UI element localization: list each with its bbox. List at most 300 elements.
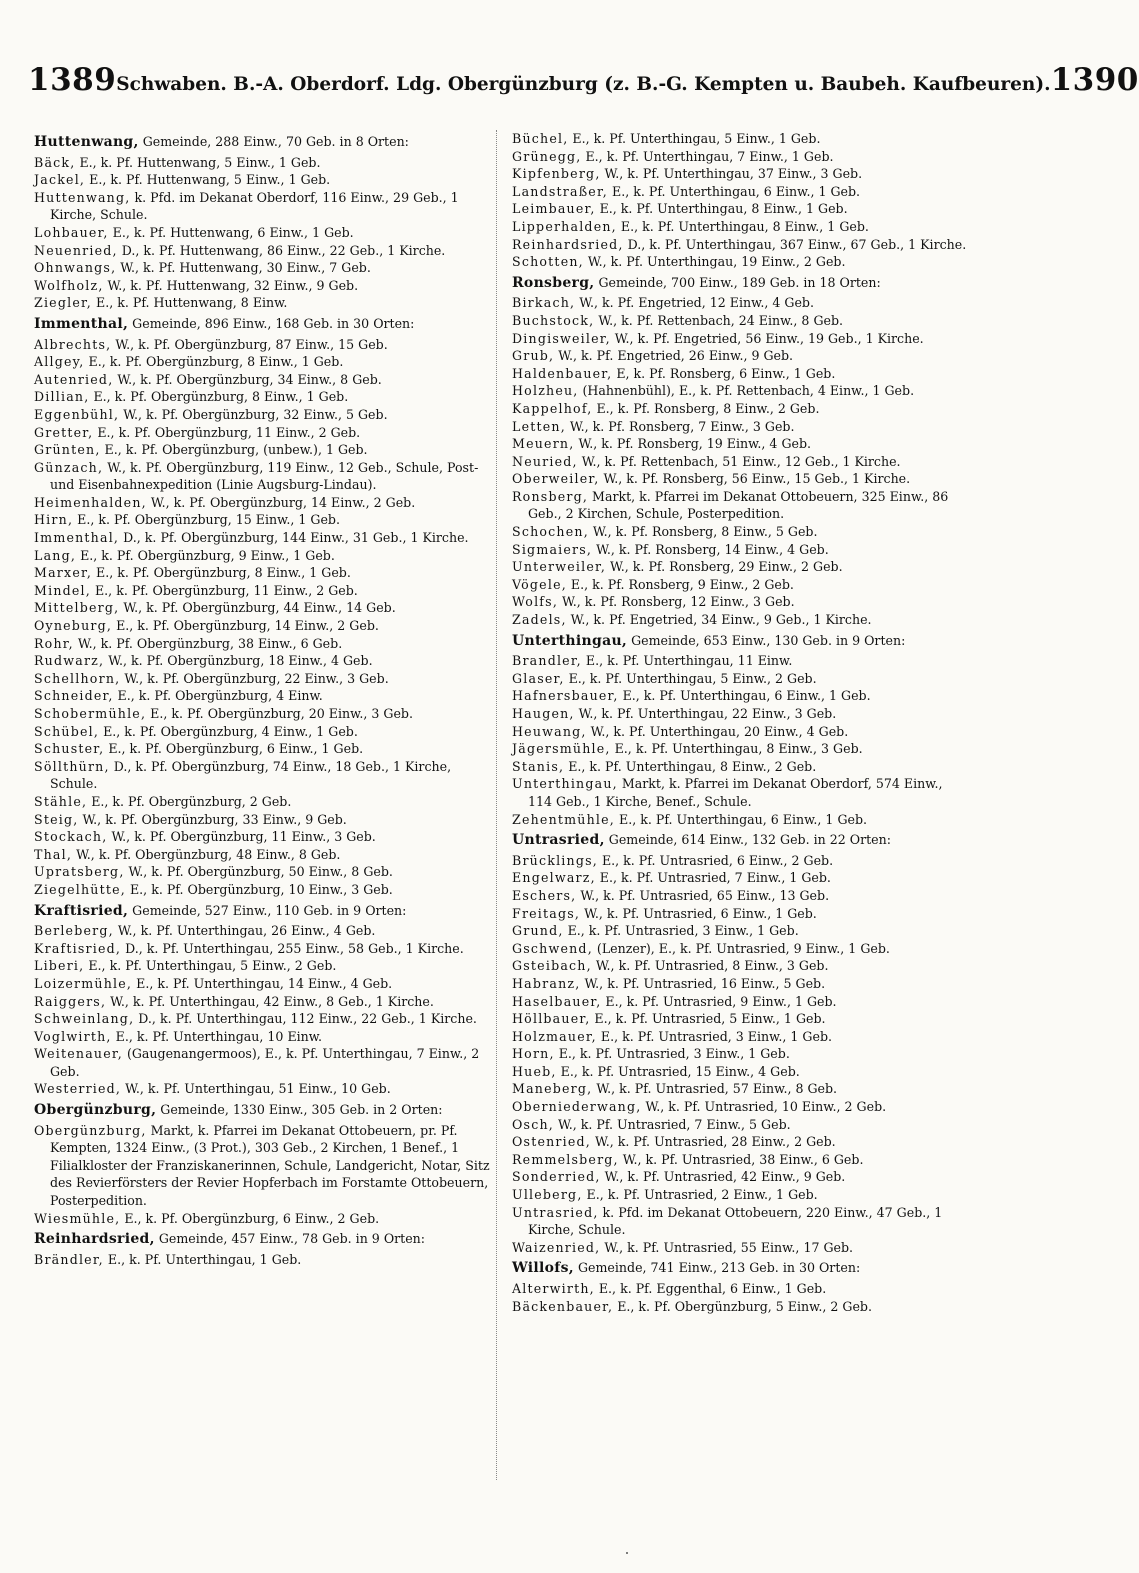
place-name: Unterthingau, (512, 776, 618, 792)
place-description: E., k. Pf. Untrasried, 7 Einw., 1 Geb. (595, 870, 831, 886)
place-description: E., k. Pf. Huttenwang, 5 Einw., 1 Geb. (75, 154, 321, 170)
place-entry (34, 242, 492, 260)
place-entry (34, 336, 492, 354)
place-entry (34, 617, 492, 635)
place-description: E., k. Pf. Obergünzburg, 14 Einw., 2 Geb. (112, 618, 379, 634)
place-name: Ohnwangs, (34, 260, 117, 276)
place-entry (512, 1133, 970, 1151)
place-entry (34, 599, 492, 617)
place-entry (34, 957, 492, 975)
place-description: E., k. Pf. Obergünzburg, 8 Einw., 1 Geb. (92, 565, 351, 581)
place-entry (512, 1280, 970, 1298)
place-entry (34, 564, 492, 582)
place-entry (512, 418, 970, 436)
place-entry (512, 347, 970, 365)
place-name: Ronsberg, (512, 274, 595, 291)
place-name: Haldenbauer, (512, 365, 613, 381)
place-entry (512, 1168, 970, 1186)
place-name: Engelwarz, (512, 870, 596, 886)
place-entry (34, 793, 492, 811)
place-name: Leimbauer, (512, 201, 596, 217)
place-description: E., k. Pf. Unterthingau, 10 Einw. (111, 1028, 323, 1044)
place-description: E., k. Pf. Ronsberg, 8 Einw., 2 Geb. (592, 400, 820, 416)
place-name: Schuster, (34, 741, 105, 757)
place-description: D., k. Pf. Unterthingau, 255 Einw., 58 Geb., 1 Kirche. (121, 940, 464, 956)
place-name: Unterweiler, (512, 559, 607, 575)
gemeinde-heading (34, 133, 492, 152)
place-name: Stanis, (512, 758, 565, 774)
place-description: E., k. Pf. Unterthingau, 8 Einw., 1 Geb. (616, 218, 869, 234)
place-name: Stähle, (34, 793, 88, 809)
place-name: Albrechts, (34, 336, 112, 352)
place-description: W., k. Pf. Ronsberg, 56 Einw., 15 Geb., 1 Kirche. (599, 471, 911, 487)
place-name: Grünegg, (512, 148, 582, 164)
place-name: Glaser, (512, 670, 565, 686)
place-entry (512, 1298, 970, 1316)
place-name: Autenried, (34, 371, 114, 387)
place-name: Raiggers, (34, 993, 107, 1009)
place-description: E., k. Pf. Obergünzburg, 11 Einw., 2 Geb. (93, 424, 361, 440)
place-name: Oyneburg, (34, 618, 113, 634)
place-description: E., k. Pf. Obergünzburg, 15 Einw., 1 Geb. (73, 512, 340, 528)
place-entry (512, 576, 970, 594)
place-name: Meuern, (512, 436, 575, 452)
place-entry (512, 758, 970, 776)
place-entry (34, 547, 492, 565)
place-name: Kraftisried, (34, 902, 129, 919)
place-entry (512, 453, 970, 471)
place-description: E., k. Pf. Obergünzburg, 20 Einw., 3 Geb. (146, 706, 413, 721)
place-name: Dillian, (34, 389, 90, 405)
place-entry (512, 775, 970, 810)
place-name: Schübel, (34, 723, 100, 739)
left-column (34, 130, 492, 1268)
place-name: Neuenried, (34, 242, 118, 258)
place-name: Immenthal, (34, 530, 120, 546)
place-entry (512, 957, 970, 975)
place-description: (Hahnenbühl), E., k. Pf. Rettenbach, 4 Einw., 1 Geb. (578, 383, 915, 399)
place-entry (512, 975, 970, 993)
place-description: W., k. Pf. Obergünzburg, 22 Einw., 3 Geb. (120, 670, 389, 686)
place-name: Marxer, (34, 565, 93, 581)
place-name: Bäck, (34, 154, 76, 170)
place-description: E., k. Pf. Obergünzburg, 6 Einw., 2 Geb. (120, 1210, 380, 1226)
place-description: W., k. Pf. Untrasried, 55 Einw., 17 Geb. (600, 1239, 854, 1255)
place-name: Reinhardsried, (34, 1231, 155, 1248)
place-description: W., k. Pf. Ronsberg, 14 Einw., 4 Geb. (592, 541, 829, 557)
place-description: W., k. Pf. Untrasried, 7 Einw., 5 Geb. (553, 1116, 791, 1132)
place-description: W., k. Pf. Huttenwang, 32 Einw., 9 Geb. (103, 277, 359, 293)
place-name: Osch, (512, 1116, 554, 1132)
place-description: W., k. Pf. Unterthingau, 37 Einw., 3 Geb. (600, 166, 863, 182)
place-name: Grund, (512, 923, 564, 939)
place-name: Upratsberg, (34, 864, 125, 880)
place-entry (512, 852, 970, 870)
place-name: Eschers, (512, 887, 577, 903)
place-name: Mindel, (34, 582, 91, 598)
place-name: Rudwarz, (34, 653, 105, 669)
place-name: Eggenbühl, (34, 406, 120, 422)
place-entry (34, 705, 492, 723)
place-entry (34, 993, 492, 1011)
place-name: Horn, (512, 1046, 555, 1062)
place-entry (512, 488, 970, 523)
place-description: E., k. Pf. Huttenwang, 8 Einw. (92, 295, 288, 311)
place-name: Steig, (34, 811, 79, 827)
place-description: W., k. Pf. Huttenwang, 30 Einw., 7 Geb. (116, 260, 371, 276)
place-entry (512, 705, 970, 723)
place-description: (Gaugenangermoos), E., k. Pf. Unterthingau, 7 Einw., 2 Geb. (50, 1046, 480, 1079)
place-description: D., k. Pf. Obergünzburg, 74 Einw., 18 Geb., 1 Kirche, Schule. (50, 758, 452, 792)
place-name: Liberi, (34, 958, 85, 974)
place-description: E., k. Pf. Untrasried, 3 Einw., 1 Geb. (596, 1028, 833, 1044)
gemeinde-heading (34, 315, 492, 334)
place-name: Sigmaiers, (512, 541, 593, 557)
place-description: Gemeinde, 653 Einw., 130 Geb. in 9 Orten: (627, 632, 906, 648)
place-name: Brandler, (512, 653, 582, 669)
place-entry (512, 218, 970, 236)
place-entry (34, 652, 492, 670)
page-title: Schwaben. B.-A. Oberdorf. Ldg. Obergünzburg (z. B.-G. Kempten u. Baubeh. Kaufbeuren). (116, 74, 1051, 95)
place-name: Schweinlang, (34, 1011, 135, 1027)
place-entry (34, 740, 492, 758)
place-entry (34, 1028, 492, 1046)
place-description: W., k. Pf. Obergünzburg, 11 Einw., 3 Geb. (107, 829, 376, 845)
place-entry (34, 1122, 492, 1210)
place-description: W., k. Pf. Unterthingau, 22 Einw., 3 Geb. (574, 706, 837, 721)
place-description: E., k. Pf. Unterthingau, 6 Einw., 1 Geb. (615, 811, 868, 827)
place-description: E., k. Pf. Unterthingau, 8 Einw., 3 Geb. (610, 741, 863, 757)
place-entry (512, 165, 970, 183)
place-entry (512, 993, 970, 1011)
place-name: Freitags, (512, 905, 581, 921)
place-entry (512, 200, 970, 218)
place-description: Gemeinde, 741 Einw., 213 Geb. in 30 Orten: (573, 1260, 861, 1276)
place-description: D., k. Pf. Obergünzburg, 144 Einw., 31 Geb., 1 Kirche. (119, 530, 469, 546)
place-description: E., k. Pf. Ronsberg, 9 Einw., 2 Geb. (566, 576, 794, 592)
place-entry (512, 869, 970, 887)
place-name: Lipperhalden, (512, 218, 617, 234)
place-entry (34, 975, 492, 993)
place-entry (512, 1239, 970, 1257)
place-entry (512, 236, 970, 254)
place-name: Voglwirth, (34, 1028, 112, 1044)
page-number-left: 1389 (28, 62, 117, 98)
gemeinde-heading (512, 831, 970, 850)
place-name: Zehentmühle, (512, 811, 615, 827)
place-description: E., k. Pf. Unterthingau, 5 Einw., 2 Geb. (84, 958, 337, 974)
place-name: Hirn, (34, 512, 74, 528)
place-name: Thal, (34, 846, 73, 862)
place-entry (34, 1045, 492, 1080)
place-description: E., k. Pf. Huttenwang, 6 Einw., 1 Geb. (108, 224, 354, 240)
place-entry (34, 687, 492, 705)
place-entry (512, 400, 970, 418)
place-name: Ziegelhütte, (34, 881, 126, 897)
place-description: W., k. Pf. Obergünzburg, 44 Einw., 14 Geb. (119, 600, 396, 616)
place-description: Gemeinde, 1330 Einw., 305 Geb. in 2 Orten: (156, 1102, 443, 1118)
place-entry (512, 687, 970, 705)
place-name: Huttenwang, (34, 134, 139, 150)
place-description: E., k. Pf. Untrasried, 2 Einw., 1 Geb. (582, 1187, 818, 1203)
place-entry (34, 441, 492, 459)
place-description: Markt, k. Pfarrei im Dekanat Ottobeuern, 325 Einw., 86 Geb., 2 Kirchen, Schule, Posterpedition. (528, 488, 949, 522)
place-entry (34, 154, 492, 172)
place-description: W., k. Pf. Engetried, 56 Einw., 19 Geb., 1 Kirche. (610, 330, 924, 346)
place-entry (34, 371, 492, 389)
place-entry (34, 1010, 492, 1028)
place-description: Gemeinde, 614 Einw., 132 Geb. in 22 Orten: (604, 832, 891, 848)
place-entry (34, 388, 492, 406)
place-name: Wolfholz, (34, 277, 104, 293)
place-entry (512, 253, 970, 271)
place-name: Immenthal, (34, 315, 129, 332)
place-name: Jägersmühle, (512, 741, 611, 757)
place-description: E., k. Pf. Unterthingau, 6 Einw., 1 Geb. (608, 183, 861, 199)
place-name: Loizermühle, (34, 975, 133, 991)
place-entry (34, 529, 492, 547)
place-name: Alterwirth, (512, 1281, 595, 1296)
place-description: E., k. Pf. Obergünzburg, (unbew.), 1 Geb. (100, 442, 368, 458)
place-entry (512, 382, 970, 400)
place-entry (34, 353, 492, 371)
place-name: Obergünzburg, (34, 1102, 157, 1119)
place-entry (512, 905, 970, 923)
place-name: Hafnersbauer, (512, 688, 619, 704)
place-name: Heimenhalden, (34, 494, 147, 510)
place-name: Wolfs, (512, 594, 559, 610)
place-entry (512, 670, 970, 688)
place-name: Unterthingau, (512, 632, 628, 649)
place-description: E., k. Pf. Untrasried, 3 Einw., 1 Geb. (554, 1046, 790, 1062)
place-entry (34, 189, 492, 224)
place-entry (512, 1063, 970, 1081)
place-entry (512, 611, 970, 629)
place-description: W., k. Pf. Unterthingau, 19 Einw., 2 Geb. (583, 254, 846, 270)
place-description: D., k. Pf. Unterthingau, 112 Einw., 22 Geb., 1 Kirche. (134, 1011, 477, 1027)
place-description: k. Pfd. im Dekanat Oberdorf, 116 Einw., 29 Geb., 1 Kirche, Schule. (50, 189, 459, 223)
place-entry (512, 541, 970, 559)
place-name: Vögele, (512, 576, 567, 592)
gemeinde-heading (34, 1230, 492, 1249)
place-entry (512, 1116, 970, 1134)
place-description: Gemeinde, 700 Einw., 189 Geb. in 18 Orten: (594, 274, 881, 290)
place-description: E., k. Pf. Eggenthal, 6 Einw., 1 Geb. (594, 1281, 827, 1296)
place-description: E., k. Pf. Unterthingau, 11 Einw. (581, 653, 793, 669)
place-entry (34, 863, 492, 881)
place-description: W., k. Pf. Untrasried, 8 Einw., 3 Geb. (591, 958, 829, 974)
place-description: W., k. Pf. Obergünzburg, 50 Einw., 8 Geb. (124, 864, 393, 880)
place-name: Westerried, (34, 1081, 122, 1097)
place-name: Heuwang, (512, 723, 587, 739)
place-description: W., k. Pf. Untrasried, 10 Einw., 2 Geb. (641, 1099, 887, 1115)
place-description: W., k. Pf. Engetried, 12 Einw., 4 Geb. (575, 295, 814, 311)
column-divider (496, 130, 497, 1480)
place-name: Büchel, (512, 131, 569, 146)
place-name: Rohr, (34, 635, 74, 651)
place-description: E., k. Pf. Untrasried, 5 Einw., 1 Geb. (590, 1011, 826, 1027)
place-description: W., k. Pf. Ronsberg, 19 Einw., 4 Geb. (574, 436, 812, 452)
place-name: Allgey, (34, 354, 85, 370)
place-entry (34, 459, 492, 494)
place-description: W., k. Pf. Untrasried, 42 Einw., 9 Geb. (600, 1169, 846, 1185)
place-name: Günzach, (34, 459, 104, 475)
place-entry (512, 1045, 970, 1063)
place-entry (34, 1251, 492, 1269)
page-number-right: 1390 (1050, 62, 1139, 98)
place-name: Holzheu, (512, 383, 579, 399)
place-description: E., k. Pf. Unterthingau, 5 Einw., 2 Geb. (564, 670, 817, 686)
place-description: W., k. Pf. Untrasried, 57 Einw., 8 Geb. (592, 1081, 838, 1097)
place-entry (34, 511, 492, 529)
place-entry (512, 1028, 970, 1046)
place-entry (512, 183, 970, 201)
place-description: W., k. Pf. Obergünzburg, 32 Einw., 5 Geb. (119, 406, 388, 422)
place-description: E., k. Pf. Obergünzburg, 5 Einw., 2 Geb. (613, 1298, 872, 1314)
place-description: W., k. Pf. Untrasried, 16 Einw., 5 Geb. (580, 975, 826, 991)
place-entry (512, 470, 970, 488)
place-entry (34, 424, 492, 442)
place-name: Jackel, (34, 172, 86, 188)
place-entry (512, 365, 970, 383)
place-description: W., k. Pf. Untrasried, 6 Einw., 1 Geb. (580, 905, 817, 921)
place-description: W., k. Pf. Rettenbach, 24 Einw., 8 Geb. (594, 312, 844, 328)
place-name: Lang, (34, 547, 77, 563)
gemeinde-heading (512, 274, 970, 293)
place-description: E., k. Pf. Unterthingau, 7 Einw., 1 Geb. (581, 148, 834, 164)
place-description: E., k. Pf. Unterthingau, 8 Einw., 1 Geb. (595, 201, 848, 217)
place-entry (34, 1080, 492, 1098)
place-description: D., k. Pf. Huttenwang, 86 Einw., 22 Geb., 1 Kirche. (117, 242, 446, 258)
place-name: Zadels, (512, 612, 567, 628)
place-description: W., k. Pf. Obergünzburg, 38 Einw., 6 Geb. (73, 635, 343, 651)
place-description: Markt, k. Pfarrei im Dekanat Oberdorf, 574 Einw., 114 Geb., 1 Kirche, Benef., Schule. (528, 776, 943, 809)
place-description: E., k. Pf. Untrasried, 6 Einw., 2 Geb. (597, 852, 834, 868)
place-description: W., k. Pf. Obergünzburg, 119 Einw., 12 Geb., Schule, Post- und Eisenbahnexpedition (Linie Augsburg-Lindau). (50, 459, 479, 493)
place-description: E., k. Pf. Obergünzburg, 8 Einw., 1 Geb. (89, 389, 349, 405)
place-description: W., k. Pf. Ronsberg, 7 Einw., 3 Geb. (565, 418, 795, 434)
place-description: E., k. Pf. Untrasried, 15 Einw., 4 Geb. (556, 1063, 800, 1079)
place-name: Schochen, (512, 524, 589, 540)
place-entry (34, 940, 492, 958)
place-entry (512, 940, 970, 958)
place-name: Kraftisried, (34, 940, 122, 956)
place-entry (34, 294, 492, 312)
place-description: W., k. Pf. Obergünzburg, 87 Einw., 15 Geb. (111, 336, 388, 352)
place-description: W., k. Pf. Rettenbach, 51 Einw., 12 Geb., 1 Kirche. (577, 453, 901, 469)
place-name: Untrasried, (512, 832, 605, 849)
place-description: W., k. Pf. Untrasried, 38 Einw., 6 Geb. (618, 1151, 864, 1167)
place-entry (34, 881, 492, 899)
place-description: Gemeinde, 288 Einw., 70 Geb. in 8 Orten: (138, 134, 409, 149)
place-name: Söllthürn, (34, 758, 110, 774)
place-description: W., k. Pf. Obergünzburg, 48 Einw., 8 Geb. (72, 846, 341, 862)
place-name: Mittelberg, (34, 600, 120, 616)
place-description: E., k. Pf. Obergünzburg, 6 Einw., 1 Geb. (104, 741, 364, 757)
place-description: D., k. Pf. Unterthingau, 367 Einw., 67 Geb., 1 Kirche. (623, 236, 967, 252)
place-name: Gsteibach, (512, 958, 592, 974)
place-entry (34, 224, 492, 242)
place-name: Schneider, (34, 688, 114, 704)
place-entry (512, 130, 970, 148)
place-name: Haugen, (512, 706, 575, 721)
place-entry (512, 1204, 970, 1239)
place-entry (34, 922, 492, 940)
place-name: Bäckenbauer, (512, 1298, 614, 1314)
place-name: Brändler, (34, 1251, 104, 1267)
place-entry (34, 723, 492, 741)
place-name: Höllbauer, (512, 1011, 591, 1027)
ink-speck (626, 1552, 628, 1554)
place-name: Schellhorn, (34, 670, 121, 686)
place-name: Oberniederwang, (512, 1099, 642, 1115)
place-name: Huttenwang, (34, 189, 131, 205)
place-description: E., k. Pf. Obergünzburg, 10 Einw., 3 Geb. (125, 881, 393, 897)
place-description: E., k. Pf. Unterthingau, 5 Einw., 1 Geb. (568, 131, 821, 146)
place-description: E., k. Pf. Obergünzburg, 11 Einw., 2 Geb. (90, 582, 358, 598)
place-name: Ronsberg, (512, 488, 589, 504)
place-entry (34, 846, 492, 864)
place-entry (34, 171, 492, 189)
place-name: Kappelhof, (512, 400, 593, 416)
place-entry (512, 523, 970, 541)
place-description: W., k. Pf. Unterthingau, 20 Einw., 4 Geb. (586, 723, 849, 739)
place-entry (34, 635, 492, 653)
place-name: Obergünzburg, (34, 1122, 147, 1138)
place-entry (34, 670, 492, 688)
place-entry (34, 406, 492, 424)
place-entry (512, 740, 970, 758)
place-entry (34, 811, 492, 829)
place-name: Maneberg, (512, 1081, 593, 1097)
place-entry (512, 312, 970, 330)
place-entry (512, 593, 970, 611)
place-description: W., k. Pf. Obergünzburg, 18 Einw., 4 Geb. (104, 653, 373, 669)
place-name: Letten, (512, 418, 566, 434)
place-description: W., k. Pf. Obergünzburg, 34 Einw., 8 Geb. (113, 371, 382, 387)
place-name: Remmelsberg, (512, 1151, 619, 1167)
place-description: E., k. Pf. Untrasried, 3 Einw., 1 Geb. (563, 923, 799, 939)
place-name: Birkach, (512, 295, 576, 311)
place-description: E., k. Pf. Obergünzburg, 4 Einw. (113, 688, 323, 704)
place-description: Gemeinde, 457 Einw., 78 Geb. in 9 Orten: (154, 1231, 426, 1247)
place-name: Willofs, (512, 1260, 574, 1277)
place-description: W., k. Pf. Untrasried, 28 Einw., 2 Geb. (590, 1134, 836, 1150)
place-name: Ulleberg, (512, 1187, 583, 1203)
place-description: E., k. Pf. Obergünzburg, 4 Einw., 1 Geb. (99, 723, 358, 739)
place-entry (512, 294, 970, 312)
place-description: W., k. Pf. Ronsberg, 29 Einw., 2 Geb. (606, 559, 843, 575)
place-description: E., k. Pf. Obergünzburg, 2 Geb. (87, 793, 292, 809)
place-name: Grünten, (34, 442, 101, 458)
place-entry (512, 558, 970, 576)
place-name: Grub, (512, 348, 555, 364)
place-entry (512, 723, 970, 741)
place-description: E., k. Pf. Unterthingau, 8 Einw., 2 Geb. (564, 758, 817, 774)
place-name: Untrasried, (512, 1204, 599, 1220)
place-description: E., k. Pf. Unterthingau, 14 Einw., 4 Geb. (132, 975, 393, 991)
place-entry (512, 330, 970, 348)
place-name: Habranz, (512, 975, 581, 991)
place-description: W., k. Pf. Engetried, 34 Einw., 9 Geb., 1 Kirche. (566, 612, 872, 628)
place-name: Kipfenberg, (512, 166, 601, 182)
place-entry (34, 582, 492, 600)
place-entry (34, 277, 492, 295)
place-entry (512, 887, 970, 905)
place-entry (34, 259, 492, 277)
place-entry (512, 1080, 970, 1098)
gemeinde-heading (512, 632, 970, 651)
